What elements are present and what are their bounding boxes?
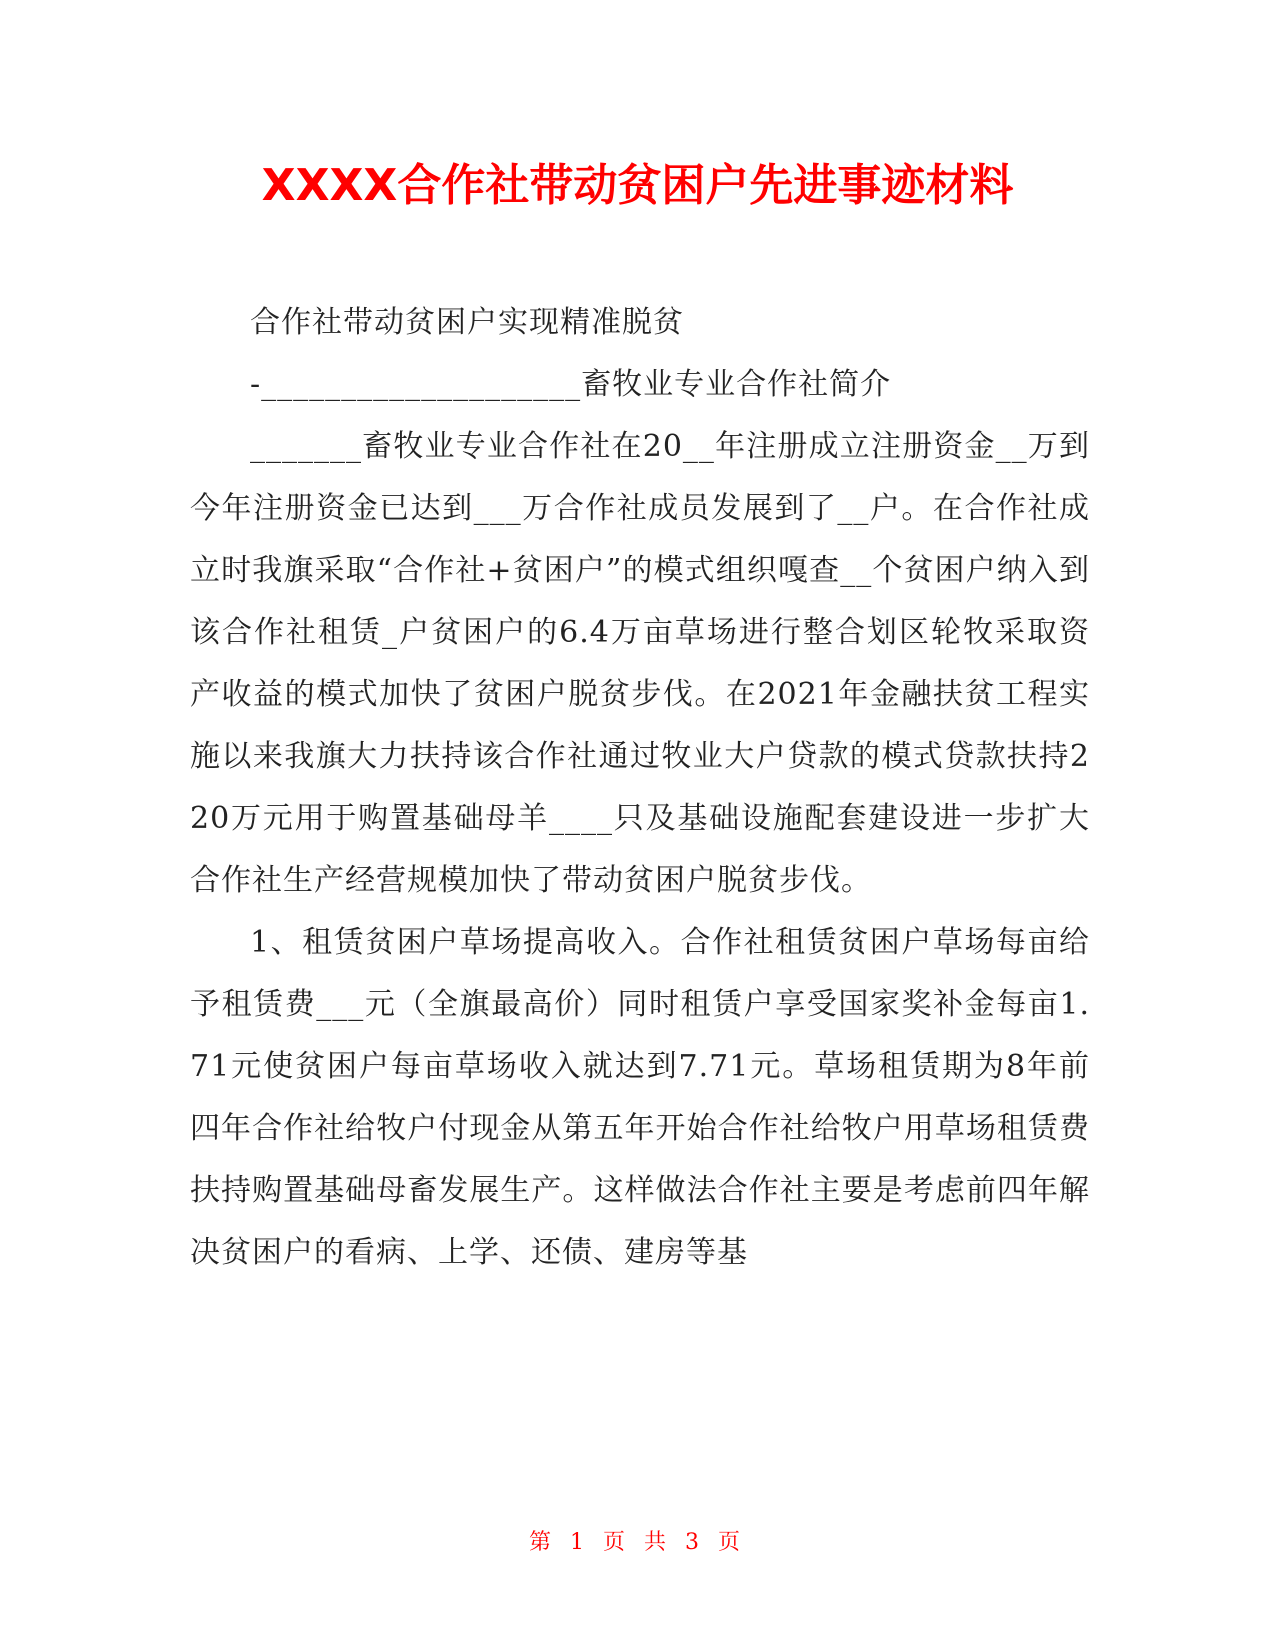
page-number-footer: 第 1 页 共 3 页 — [529, 1530, 746, 1555]
document-title: XXXX合作社带动贫困户先进事迹材料 — [261, 160, 1014, 211]
document-body — [190, 292, 1090, 1284]
paragraph-cooperative-intro: _______畜牧业专业合作社在20__年注册成立注册资金__万到今年注册资金已达到___万合作社成员发展到了__户。在合作社成立时我旗采取“合作社+贫困户”的模式组织嘎查__个贫困户纳入到该合作社租赁_户贫困户的6.4万亩草场进行整合划区轮牧采取资产收益的模式加快了贫困户脱贫步伐。在2021年金融扶贫工程实施以来我旗大力扶持该合作社通过牧业大户贷款的模式贷款扶持220万元用于购置基础母羊____只及基础设施配套建设进一步扩大合作社生产经营规模加快了带动贫困户脱贫步伐。 — [190, 429, 1090, 898]
paragraph-subtitle: 合作社带动贫困户实现精准脱贫 — [250, 305, 684, 340]
paragraph-cooperative-intro-heading: -____________________畜牧业专业合作社简介 — [250, 367, 892, 402]
paragraph-lease-grassland: 1、租赁贫困户草场提高收入。合作社租赁贫困户草场每亩给予租赁费___元（全旗最高价）同时租赁户享受国家奖补金每亩1.71元使贫困户每亩草场收入就达到7.71元。草场租赁期为8年前四年合作社给牧户付现金从第五年开始合作社给牧户用草场租赁费扶持购置基础母畜发展生产。这样做法合作社主要是考虑前四年解决贫困户的看病、上学、还债、建房等基 — [190, 925, 1090, 1270]
